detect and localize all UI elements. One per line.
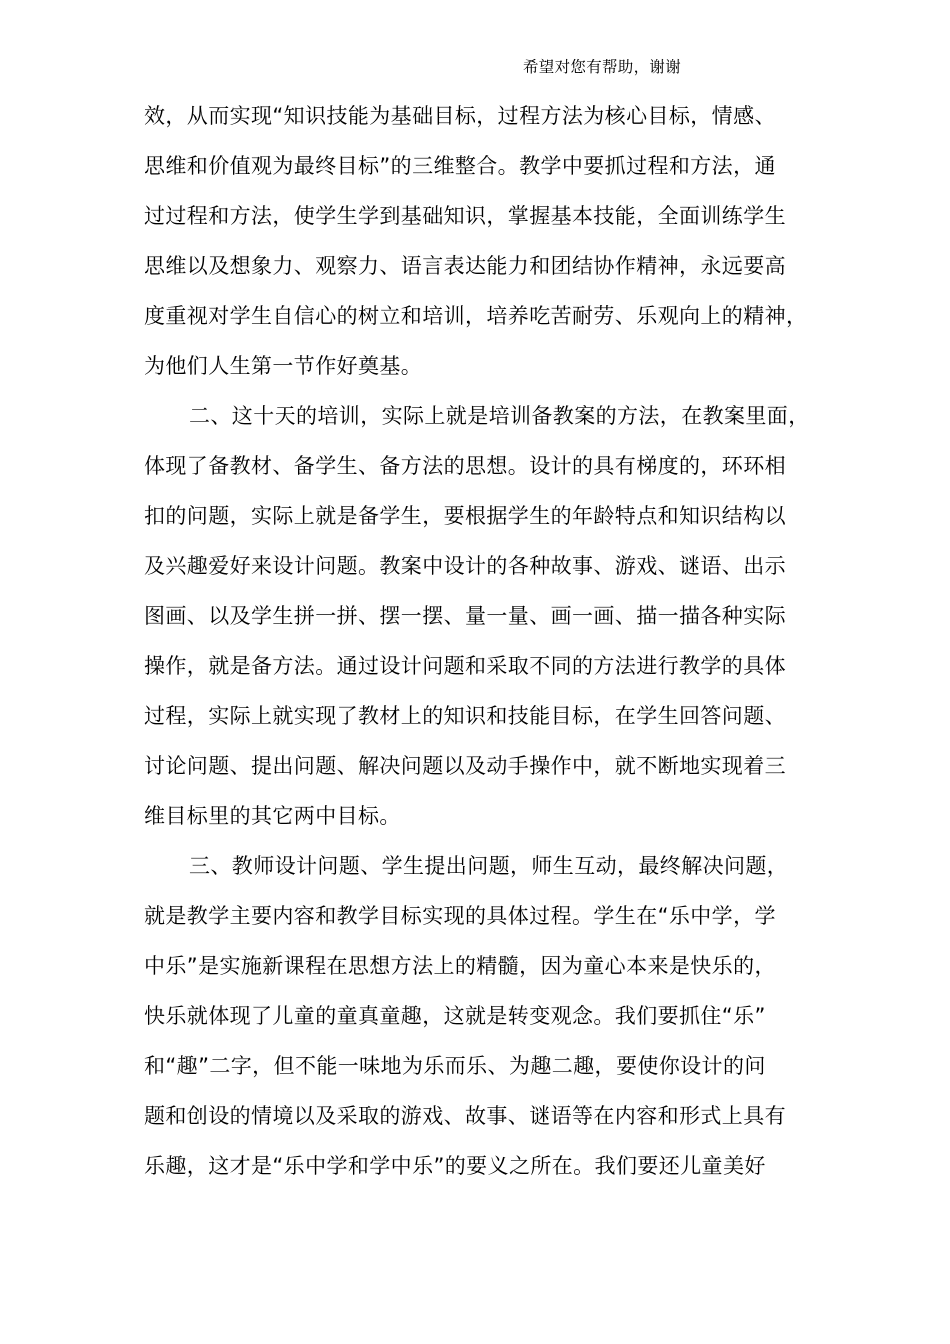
text-line: 及兴趣爱好来设计问题。教案中设计的各种故事、游戏、谜语、出示 [144, 554, 786, 578]
text-line: 图画、以及学生拼一拼、摆一摆、量一量、画一画、描一描各种实际 [144, 604, 786, 628]
text-line: 维目标里的其它两中目标。 [144, 804, 401, 828]
text-line: 乐趣，这才是“乐中学和学中乐”的要义之所在。我们要还儿童美好 [144, 1154, 766, 1178]
text-line: 思维以及想象力、观察力、语言表达能力和团结协作精神，永远要高 [144, 254, 786, 278]
paragraph-3 [144, 850, 834, 1200]
text-line: 思维和价值观为最终目标”的三维整合。教学中要抓过程和方法，通 [144, 154, 776, 178]
text-line: 过过程和方法，使学生学到基础知识，掌握基本技能，全面训练学生 [144, 204, 786, 228]
paragraph-2 [144, 400, 834, 850]
text-line: 度重视对学生自信心的树立和培训，培养吃苦耐劳、乐观向上的精神， [144, 304, 808, 328]
text-line: 就是教学主要内容和教学目标实现的具体过程。学生在“乐中学，学 [144, 904, 776, 928]
document-body [144, 100, 834, 1200]
text-line: 为他们人生第一节作好奠基。 [144, 354, 423, 378]
text-line: 中乐”是实施新课程在思想方法上的精髓，因为童心本来是快乐的， [144, 954, 776, 978]
text-line: 过程，实际上就实现了教材上的知识和技能目标，在学生回答问题、 [144, 704, 786, 728]
text-line: 扣的问题，实际上就是备学生，要根据学生的年龄特点和知识结构以 [144, 504, 786, 528]
paragraph-1 [144, 100, 834, 400]
text-line: 和“趣”二字，但不能一味地为乐而乐、为趣二趣，要使你设计的问 [144, 1054, 766, 1078]
text-line: 效，从而实现“知识技能为基础目标，过程方法为核心目标，情感、 [144, 104, 776, 128]
text-line: 快乐就体现了儿童的童真童趣，这就是转变观念。我们要抓住“乐” [144, 1004, 766, 1028]
text-line: 体现了备教材、备学生、备方法的思想。设计的具有梯度的，环环相 [144, 454, 786, 478]
page-header: 希望对您有帮助，谢谢 [523, 58, 682, 76]
text-line: 讨论问题、提出问题、解决问题以及动手操作中，就不断地实现着三 [144, 754, 786, 778]
text-line: 二、这十天的培训，实际上就是培训备教案的方法，在教案里面， [189, 404, 810, 428]
text-line: 三、教师设计问题、学生提出问题，师生互动，最终解决问题， [189, 854, 789, 878]
text-line: 题和创设的情境以及采取的游戏、故事、谜语等在内容和形式上具有 [144, 1104, 786, 1128]
text-line: 操作，就是备方法。通过设计问题和采取不同的方法进行教学的具体 [144, 654, 786, 678]
